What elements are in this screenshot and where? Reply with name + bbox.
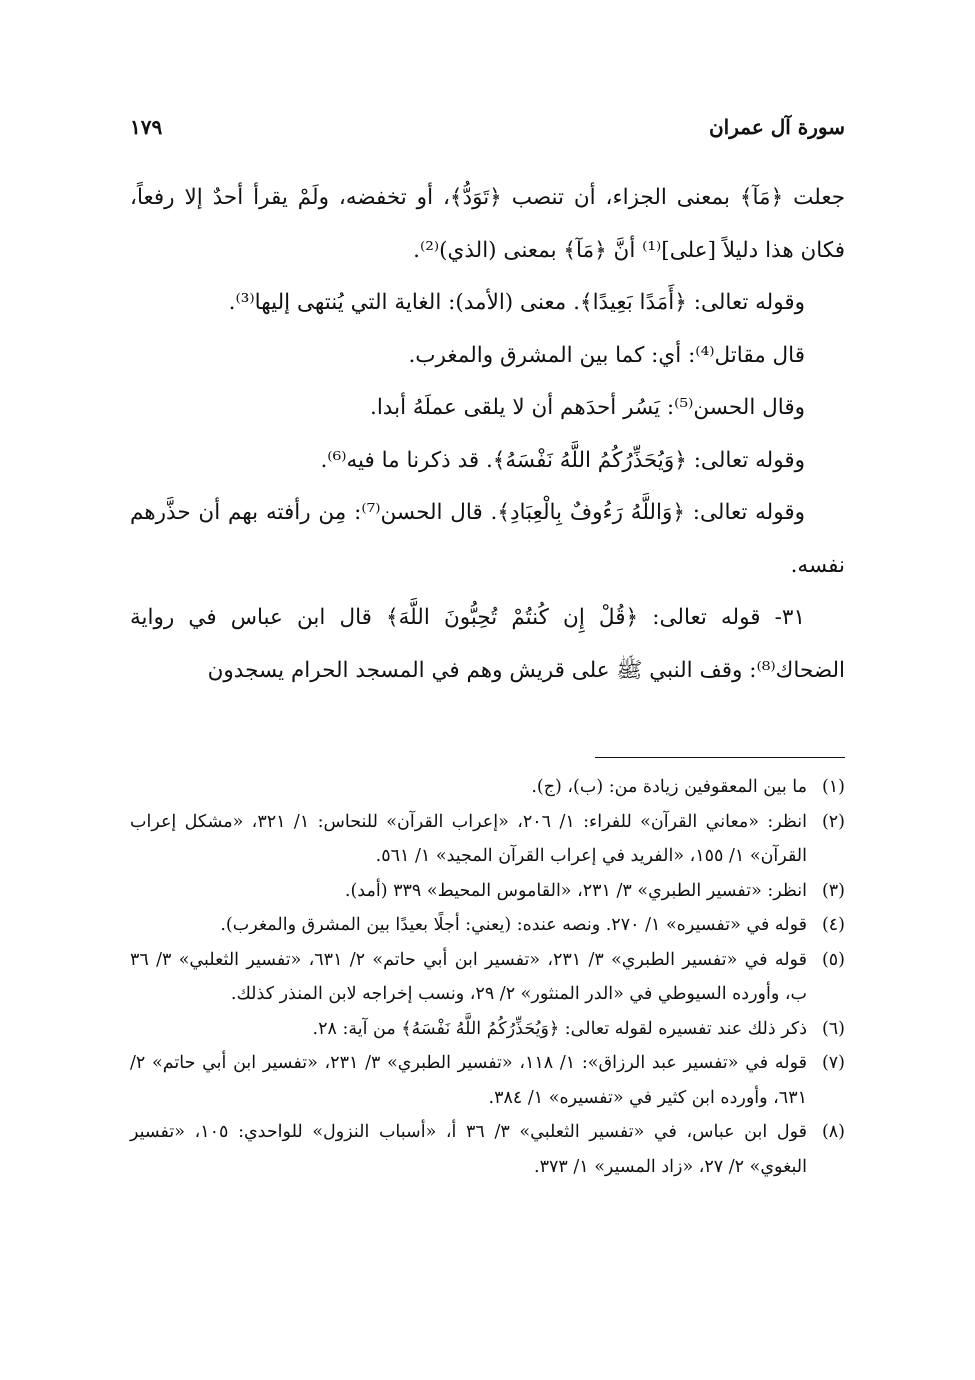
footnote-number: (٣) <box>821 880 845 901</box>
paragraph: وقوله تعالى: ﴿وَاللَّهُ رَءُوفٌ بِالْعِبَادِ﴾. قال الحسن⁽⁷⁾: مِن رأفته بهم أن حذَّرهم نفسه. <box>130 500 845 578</box>
main-text <box>130 172 845 697</box>
paragraph: ٣١- قوله تعالى: ﴿قُلْ إِن كُنتُمْ تُحِبُّونَ اللَّهَ﴾ قال ابن عباس في رواية الضحاك⁽⁸⁾: وقف النبي ﷺ على قريش وهم في المسجد الحرام يسجدون <box>130 605 845 683</box>
paragraph: وقوله تعالى: ﴿أَمَدًا بَعِيدًا﴾. معنى (الأمد): الغاية التي يُنتهى إليها⁽³⁾. <box>228 290 805 315</box>
paragraph: وقوله تعالى: ﴿وَيُحَذِّرُكُمُ اللَّهُ نَفْسَهُ﴾. قد ذكرنا ما فيه⁽⁶⁾. <box>320 447 805 473</box>
footnote-text: قوله في «تفسير الطبري» ٣/ ٢٣١، «تفسير ابن أبي حاتم» ٢/ ٦٣١، «تفسير الثعلبي» ٣/ ٣٦ ب، وأورده السيوطي في «الدر المنثور» ٢/ ٢٩، ونسب إخراجه لابن المنذر كذلك. <box>130 949 807 1004</box>
footnote-number: (٥) <box>821 949 845 970</box>
page-header <box>130 110 845 144</box>
footnote-text: انظر: «تفسير الطبري» ٣/ ٢٣١، «القاموس المحيط» ٣٣٩ (أمد). <box>344 880 807 901</box>
footnote <box>130 1046 845 1115</box>
footnote-text: قوله في «تفسيره» ١/ ٢٧٠. ونصه عنده: (يعني: أجلًا بعيدًا بين المشرق والمغرب). <box>220 915 807 935</box>
footnote-text: ما بين المعقوفين زيادة من: (ب)، (ج). <box>531 777 807 797</box>
footnote-text: ذكر ذلك عند تفسيره لقوله تعالى: ﴿وَيُحَذِّرُكُمُ اللَّهُ نَفْسَهُ﴾ من آية: ٢٨. <box>312 1018 807 1039</box>
surah-title: سورة آل عمران <box>708 115 845 139</box>
footnote-text: انظر: «معاني القرآن» للفراء: ١/ ٢٠٦، «إعراب القرآن» للنحاس: ١/ ٣٢١، «مشكل إعراب القرآن» ١/ ١٥٥، «الفريد في إعراب القرآن المجيد» ١/ ٥٦١. <box>130 811 808 866</box>
page-number: ١٧٩ <box>130 115 163 139</box>
footnote <box>130 805 845 874</box>
footnote-separator <box>595 757 845 758</box>
footnote-number: (٢) <box>821 811 845 832</box>
paragraph: قال مقاتل⁽⁴⁾: أي: كما بين المشرق والمغرب. <box>408 342 805 368</box>
footnote-number: (٦) <box>821 1018 845 1039</box>
footnote-text: قوله في «تفسير عبد الرزاق»: ١/ ١١٨، «تفسير الطبري» ٣/ ٢٣١، «تفسير ابن أبي حاتم» ٢/ ٦٣١، وأورده ابن كثير في «تفسيره» ١/ ٣٨٤. <box>130 1053 807 1108</box>
paragraph: جعلت ﴿مَآ﴾ بمعنى الجزاء، أن تنصب ﴿تَوَدُّ﴾، أو تخفضه، ولَمْ يقرأ أحدٌ إلا رفعاً، فكان هذا دليلاً [على]⁽¹⁾ أنَّ ﴿مَآ﴾ بمعنى (الذي)⁽²⁾. <box>130 185 845 263</box>
footnote-text: قول ابن عباس، في «تفسير الثعلبي» ٣/ ٣٦ أ، «أسباب النزول» للواحدي: ١٠٥، «تفسير البغوي» ٢/ ٢٧، «زاد المسير» ١/ ٣٧٣. <box>130 1122 807 1177</box>
paragraph: وقال الحسن⁽⁵⁾: يَسُر أحدَهم أن لا يلقى عملَهُ أبدا. <box>370 395 805 420</box>
footnotes <box>130 770 845 1184</box>
footnote <box>130 908 845 943</box>
footnote <box>130 770 845 805</box>
footnote-number: (٤) <box>821 915 845 935</box>
footnote-number: (١) <box>821 777 845 797</box>
footnote <box>130 874 845 909</box>
footnote <box>130 943 845 1012</box>
footnote <box>130 1115 845 1184</box>
footnote <box>130 1012 845 1047</box>
footnote-number: (٧) <box>821 1053 845 1073</box>
footnote-number: (٨) <box>821 1122 845 1142</box>
